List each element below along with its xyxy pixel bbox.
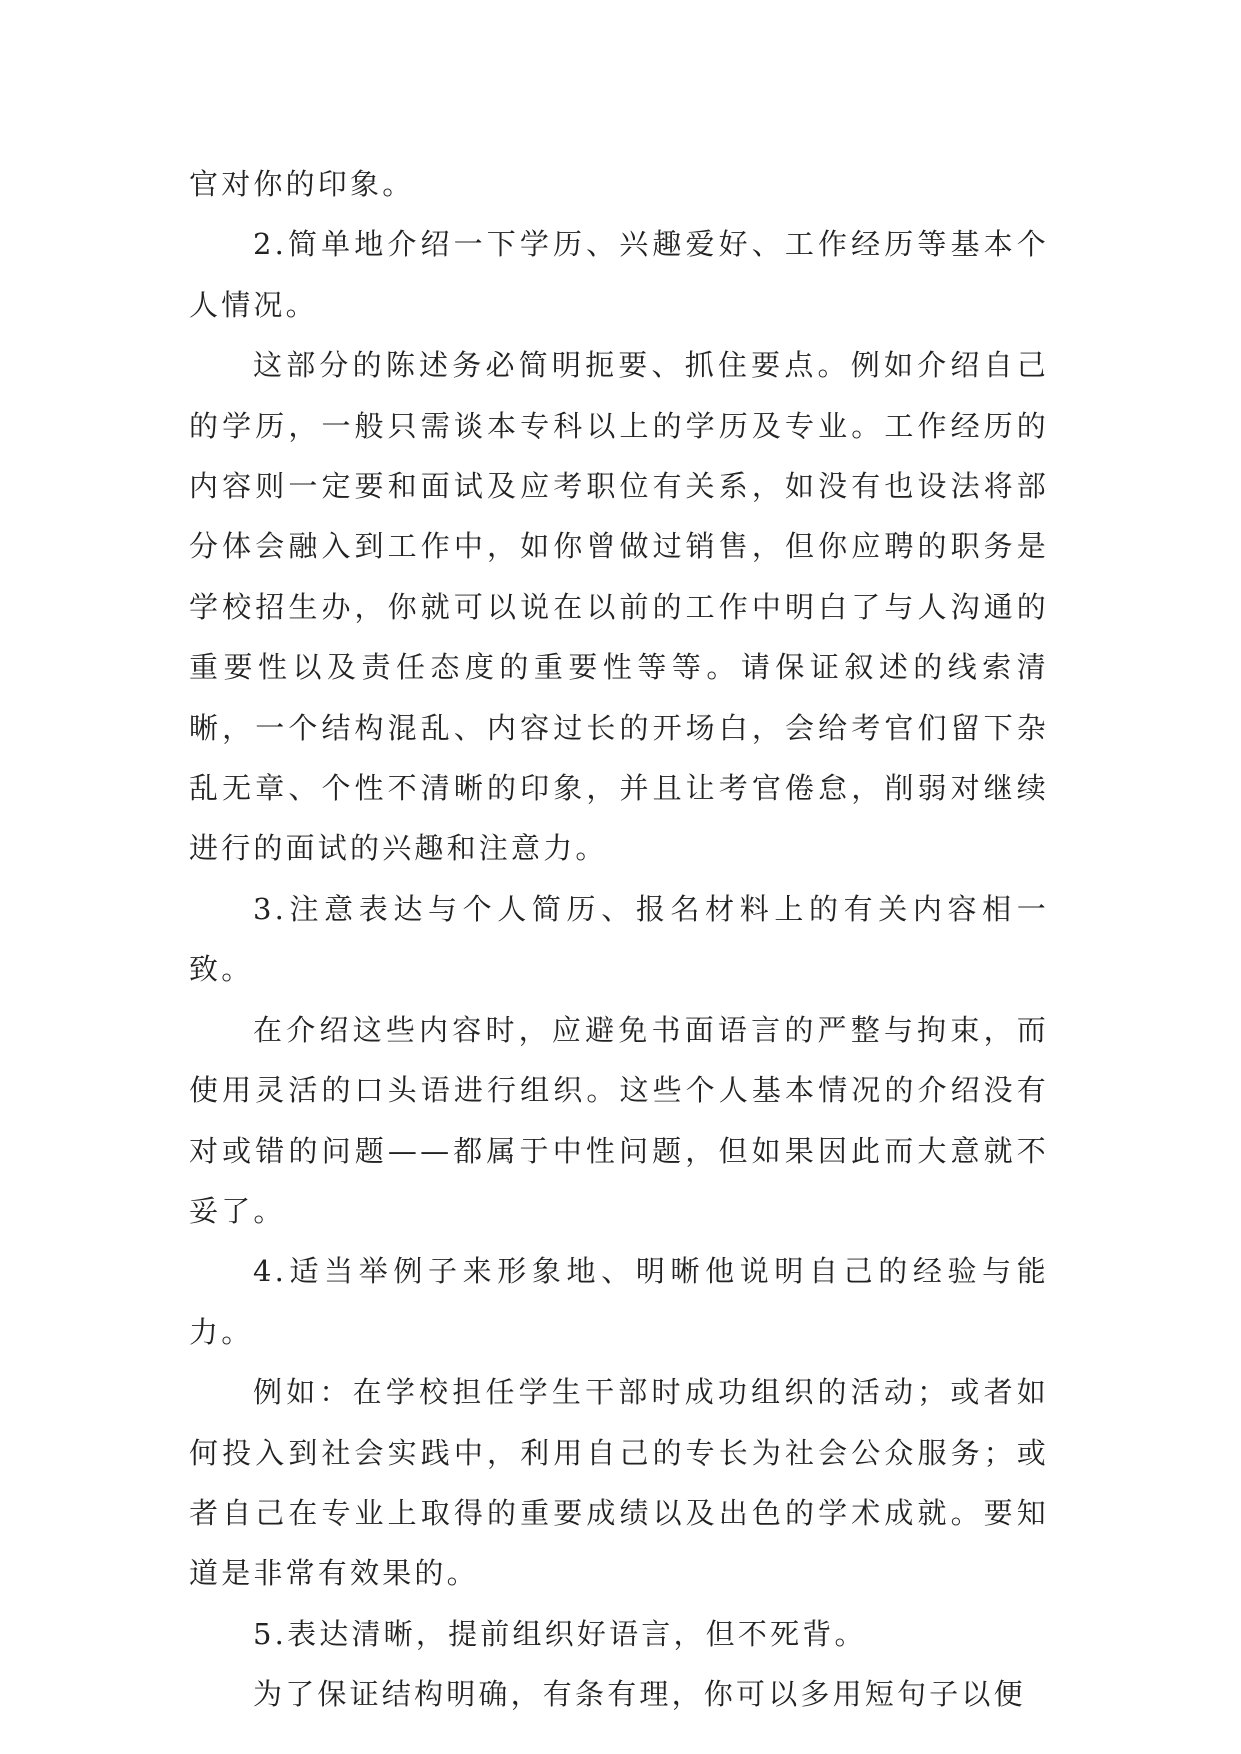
- paragraph-point-2-body: 这部分的陈述务必简明扼要、抓住要点。例如介绍自己的学历，一般只需谈本专科以上的学历及专业。工作经历的内容则一定要和面试及应考职位有关系，如没有也设法将部分体会融入到工作中，如你曾做过销售，但你应聘的职务是学校招生办，你就可以说在以前的工作中明白了与人沟通的重要性以及责任态度的重要性等等。请保证叙述的线索清晰，一个结构混乱、内容过长的开场白，会给考官们留下杂乱无章、个性不清晰的印象，并且让考官倦怠，削弱对继续进行的面试的兴趣和注意力。: [189, 348, 1049, 866]
- paragraph-point-3-body: 在介绍这些内容时，应避免书面语言的严整与拘束，而使用灵活的口头语进行组织。这些个人基本情况的介绍没有对或错的问题——都属于中性问题，但如果因此而大意就不妥了。: [189, 1012, 1049, 1228]
- document-body: [189, 154, 1049, 1725]
- paragraph-point-2-heading: 2.简单地介绍一下学历、兴趣爱好、工作经历等基本个人情况。: [189, 227, 1049, 322]
- paragraph-point-5-heading: 5.表达清晰，提前组织好语言，但不死背。: [253, 1616, 867, 1651]
- paragraph-point-4-body: 例如：在学校担任学生干部时成功组织的活动；或者如何投入到社会实践中，利用自己的专长为社会公众服务；或者自己在专业上取得的重要成绩以及出色的学术成就。要知道是非常有效果的。: [189, 1375, 1049, 1591]
- paragraph-point-5-body: 为了保证结构明确，有条有理，你可以多用短句子以便: [253, 1677, 1026, 1712]
- paragraph-point-4-heading: 4.适当举例子来形象地、明晰他说明自己的经验与能力。: [189, 1254, 1049, 1349]
- paragraph-point-3-heading: 3.注意表达与个人简历、报名材料上的有关内容相一致。: [189, 891, 1049, 987]
- paragraph-continuation: 官对你的印象。: [189, 167, 415, 201]
